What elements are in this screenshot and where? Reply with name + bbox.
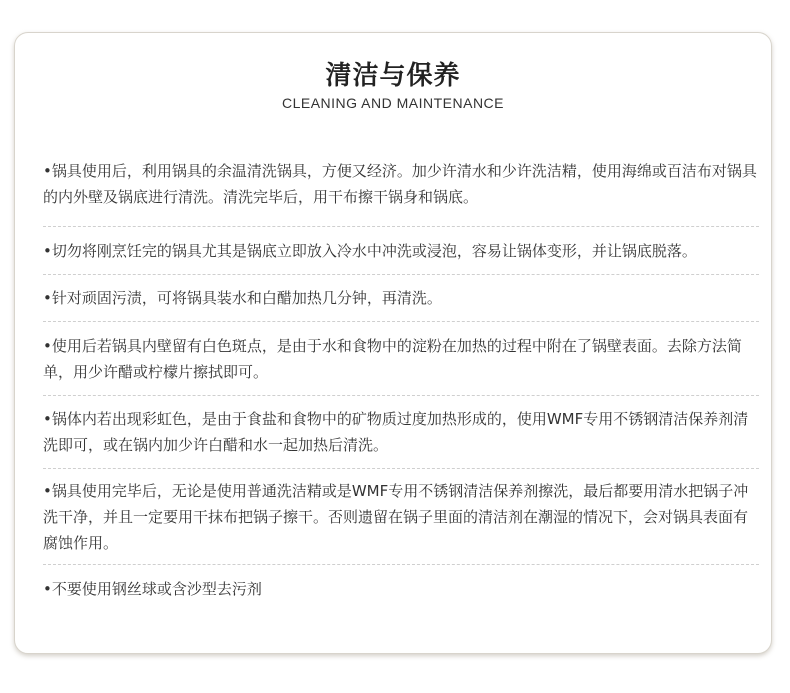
content-card [14,32,772,654]
instruction-item-4: •使用后若锅具内壁留有白色斑点，是由于水和食物中的淀粉在加热的过程中附在了锅壁表面。去除方法简单，用少许醋或柠檬片擦拭即可。 [43,337,742,381]
instruction-item-5: •锅体内若出现彩虹色，是由于食盐和食物中的矿物质过度加热形成的，使用WMF专用不锈钢清洁保养剂清洗即可，或在锅内加少许白醋和水一起加热后清洗。 [43,410,749,454]
page-subtitle: CLEANING AND MAINTENANCE [281,95,505,111]
instruction-item-3: •针对顽固污渍，可将锅具装水和白醋加热几分钟，再清洗。 [43,289,442,307]
instruction-item-7: •不要使用钢丝球或含沙型去污剂 [43,580,262,598]
page-title: 清洁与保养 [325,61,461,91]
care-instructions-list [43,158,759,602]
instruction-item-6: •锅具使用完毕后，无论是使用普通洗洁精或是WMF专用不锈钢清洁保养剂擦洗，最后都要用清水把锅子冲洗干净，并且一定要用干抹布把锅子擦干。否则遗留在锅子里面的清洁剂在潮湿的情况下，会对锅具表面有腐蚀作用。 [43,482,749,552]
instruction-item-1: •锅具使用后，利用锅具的余温清洗锅具，方便又经济。加少许清水和少许洗洁精，使用海绵或百洁布对锅具的内外壁及锅底进行清洗。清洗完毕后，用干布擦干锅身和锅底。 [43,162,757,206]
instruction-item-2: •切勿将刚烹饪完的锅具尤其是锅底立即放入冷水中冲洗或浸泡，容易让锅体变形，并让锅底脱落。 [43,242,697,260]
